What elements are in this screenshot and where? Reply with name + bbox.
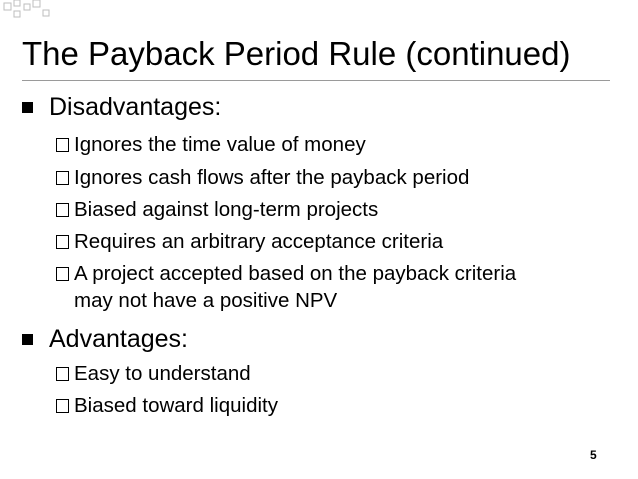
list-item-text: Ignores the time value of money	[74, 133, 366, 156]
section-heading-advantages	[22, 324, 188, 354]
page-number: 5	[590, 448, 597, 462]
list-item-text: Biased toward liquidity	[74, 394, 278, 417]
list-item	[56, 131, 614, 158]
square-bullet-icon	[22, 334, 33, 345]
hollow-square-bullet-icon	[56, 267, 69, 281]
list-item	[56, 260, 614, 314]
hollow-square-bullet-icon	[56, 203, 69, 217]
list-item	[56, 392, 614, 419]
section-heading-label: Disadvantages:	[49, 93, 222, 121]
slide-title: The Payback Period Rule (continued)	[22, 35, 571, 72]
square-bullet-icon	[22, 102, 33, 113]
hollow-square-bullet-icon	[56, 367, 69, 381]
list-item-text: A project accepted based on the payback criteria may not have a positive NPV	[74, 262, 517, 312]
hollow-square-bullet-icon	[56, 235, 69, 249]
title-divider	[22, 80, 610, 81]
section-heading-label: Advantages:	[49, 325, 188, 353]
list-item	[56, 228, 614, 255]
list-item-text: Easy to understand	[74, 362, 251, 385]
corner-decoration-squares	[0, 0, 60, 30]
list-item	[56, 164, 614, 191]
section-heading-disadvantages	[22, 92, 221, 122]
hollow-square-bullet-icon	[56, 171, 69, 185]
hollow-square-bullet-icon	[56, 399, 69, 413]
list-item-text: Ignores cash flows after the payback period	[74, 166, 470, 189]
list-item-text: Biased against long-term projects	[74, 198, 379, 221]
list-item-text: Requires an arbitrary acceptance criteria	[74, 230, 444, 253]
list-item	[56, 196, 614, 223]
hollow-square-bullet-icon	[56, 138, 69, 152]
list-item	[56, 360, 614, 387]
